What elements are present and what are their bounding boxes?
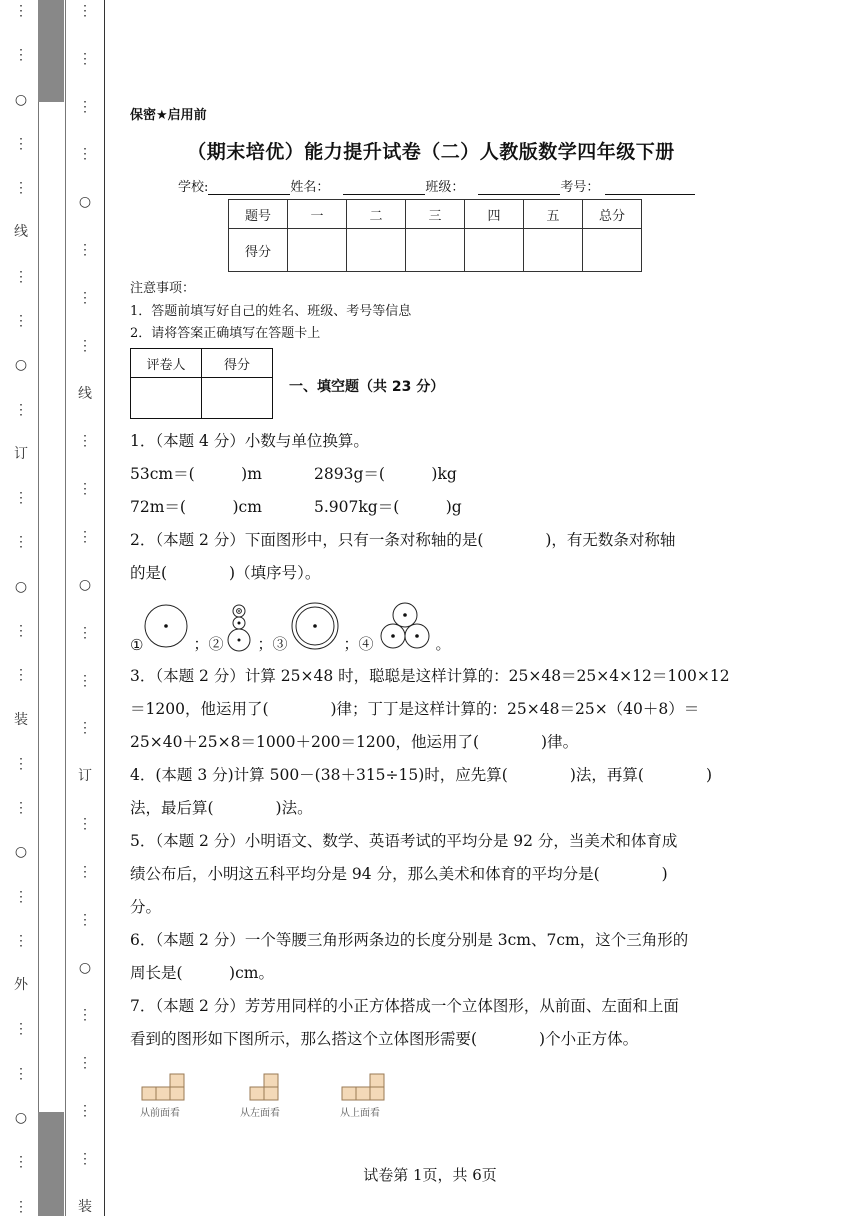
confidential-mark: 保密★启用前 [130, 108, 207, 123]
shape-label: ；④ [343, 635, 374, 653]
outer-margin-token: ⋮ [14, 755, 28, 772]
score-cell[interactable] [347, 229, 406, 272]
class-label: 班级： [425, 180, 465, 195]
question-2-line-2: 的是( )（填序号）。 [130, 564, 321, 582]
score-header: 四 [465, 200, 524, 229]
question-1: 1．（本题 4 分）小数与单位换算。 [130, 432, 369, 450]
outer-margin-token: ⋮ [14, 401, 28, 418]
front-view [140, 1072, 240, 1119]
q1-item-c: 72m＝( )cm [130, 498, 262, 516]
front-view-caption: 从前面看 [140, 1108, 180, 1119]
inner-margin-token: ⋮ [78, 863, 92, 880]
question-6-line-1: 6．（本题 2 分）一个等腰三角形两条边的长度分别是 3cm、7cm，这个三角形的 [130, 931, 689, 949]
question-7-line-2: 看到的图形如下图所示，那么搭这个立体图形需要( )个小正方体。 [130, 1030, 639, 1048]
single-circle-figure [143, 602, 193, 654]
inner-margin-token: ⋮ [78, 1150, 92, 1167]
score-table [228, 199, 642, 272]
shape-label: ① [130, 636, 144, 654]
score-row-label: 得分 [229, 229, 288, 272]
outer-margin-token: ⋮ [14, 1198, 28, 1215]
inner-margin-token: ⋮ [78, 529, 92, 546]
notes [130, 278, 732, 344]
outer-margin-token: ⋮ [14, 1021, 28, 1038]
top-view-caption: 从上面看 [340, 1108, 380, 1119]
front-view-figure [140, 1072, 188, 1102]
inner-margin-token: ⋮ [78, 481, 92, 498]
outer-margin-token: ⋮ [14, 932, 28, 949]
question-3-line-3: 25×40＋25×8＝1000＋200＝1200，他运用了( )律。 [130, 733, 579, 751]
concentric-circles-figure [287, 602, 343, 654]
three-stacked-circles-figure [223, 602, 257, 654]
inner-margin-token: ⋮ [78, 672, 92, 689]
outer-margin-token: ⋮ [14, 667, 28, 684]
three-circles-cluster-figure [374, 602, 436, 654]
inner-margin-token: 线 [78, 385, 92, 402]
binding-band [38, 0, 66, 1216]
binding-rule [104, 0, 105, 1216]
outer-margin-token: ⋮ [14, 312, 28, 329]
outer-margin-token: ○ [14, 91, 28, 108]
notes-item: 1．答题前填写好自己的姓名、班级、考号等信息 [130, 304, 412, 319]
inner-binding-line [68, 0, 102, 1214]
score-cell[interactable] [524, 229, 583, 272]
inner-margin-token: ○ [78, 576, 92, 593]
score-header: 题号 [229, 200, 288, 229]
score-cell[interactable] [288, 229, 347, 272]
score-cell[interactable] [406, 229, 465, 272]
outer-margin-token: ⋮ [14, 47, 28, 64]
question-1-row-1 [130, 458, 732, 491]
page-footer: 试卷第 1页，共 6页 [363, 1166, 497, 1184]
outer-margin-token: 线 [14, 224, 28, 241]
outer-margin-token: ⋮ [14, 534, 28, 551]
outer-margin-token: ○ [14, 844, 28, 861]
inner-margin-token: ⋮ [78, 624, 92, 641]
q1-item-d: 5.907kg＝( )g [314, 498, 462, 516]
outer-margin-token: ⋮ [14, 1065, 28, 1082]
inner-margin-token: ⋮ [78, 289, 92, 306]
notes-title: 注意事项： [130, 281, 196, 296]
inner-margin-token: ⋮ [78, 3, 92, 19]
outer-margin-token: ⋮ [14, 490, 28, 507]
left-view [240, 1072, 340, 1119]
inner-margin-token: ⋮ [78, 1007, 92, 1024]
score-header: 总分 [583, 200, 642, 229]
question-3-line-1: 3．（本题 2 分）计算 25×48 时，聪聪是这样计算的：25×48＝25×4×12＝100×12 [130, 667, 730, 685]
outer-margin-token: 外 [14, 977, 28, 994]
notes-item: 2．请将答案正确填写在答题卡上 [130, 326, 321, 341]
outer-margin-token: ⋮ [14, 180, 28, 197]
question-5-line-3: 分。 [130, 898, 162, 916]
q1-item-a: 53cm＝( )m [130, 465, 262, 483]
inner-margin-token: ⋮ [78, 50, 92, 67]
name-blank[interactable] [343, 180, 425, 195]
inner-margin-token: 装 [78, 1198, 92, 1215]
binding-band-top-block [38, 0, 64, 102]
question-5-line-1: 5．（本题 2 分）小明语文、数学、英语考试的平均分是 92 分，当美术和体育成 [130, 832, 678, 850]
inner-margin-token: ⋮ [78, 720, 92, 737]
exam-page [130, 104, 732, 1119]
inner-margin-token: ○ [78, 194, 92, 211]
question-1-row-2 [130, 491, 732, 524]
grader-score-cell[interactable] [202, 378, 273, 419]
exam-number-label: 考号： [560, 180, 600, 195]
outer-margin-token: 装 [14, 711, 28, 728]
score-header: 二 [347, 200, 406, 229]
grader-label: 评卷人 [131, 349, 202, 378]
shape-label: ；③ [257, 635, 288, 653]
student-info-line [178, 176, 732, 195]
outer-margin-token: ⋮ [14, 800, 28, 817]
outer-margin-token: ○ [14, 578, 28, 595]
inner-margin-token: 订 [78, 768, 92, 785]
outer-margin-token: ○ [14, 1110, 28, 1127]
outer-margin-token: 订 [14, 445, 28, 462]
outer-margin-token: ⋮ [14, 268, 28, 285]
inner-margin-token: ⋮ [78, 146, 92, 163]
score-header: 三 [406, 200, 465, 229]
q2-shapes [130, 594, 732, 654]
top-view [340, 1072, 440, 1119]
score-header: 五 [524, 200, 583, 229]
shape-label: ；② [193, 635, 224, 653]
inner-margin-token: ○ [78, 959, 92, 976]
inner-margin-token: ⋮ [78, 1103, 92, 1120]
class-blank[interactable] [478, 180, 560, 195]
left-view-caption: 从左面看 [240, 1108, 280, 1119]
question-6-line-2: 周长是( )cm。 [130, 964, 274, 982]
inner-margin-token: ⋮ [78, 816, 92, 833]
question-4-line-2: 法，最后算( )法。 [130, 799, 313, 817]
inner-margin-token: ⋮ [78, 433, 92, 450]
inner-margin-token: ⋮ [78, 98, 92, 115]
question-2-line-1: 2．（本题 2 分）下面图形中，只有一条对称轴的是( )，有无数条对称轴 [130, 531, 676, 549]
name-label: 姓名： [290, 180, 330, 195]
school-blank[interactable] [208, 180, 290, 195]
outer-binding-line [6, 0, 36, 1214]
grader-table [130, 348, 273, 419]
shape-label: 。 [435, 635, 451, 653]
grader-cell[interactable] [131, 378, 202, 419]
score-cell[interactable] [465, 229, 524, 272]
q1-item-b: 2893g＝( )kg [314, 465, 457, 483]
outer-margin-token: ⋮ [14, 888, 28, 905]
section-title: 一、填空题（共 23 分） [289, 378, 445, 395]
outer-margin-token: ⋮ [14, 3, 28, 19]
outer-margin-token: ⋮ [14, 135, 28, 152]
question-4-line-1: 4．(本题 3 分)计算 500－(38＋315÷15)时，应先算( )法，再算( ) [130, 766, 712, 784]
school-label: 学校: [178, 180, 209, 195]
question-5-line-2: 绩公布后，小明这五科平均分是 94 分，那么美术和体育的平均分是( ) [130, 865, 668, 883]
q7-views [140, 1072, 732, 1119]
outer-margin-token: ⋮ [14, 1154, 28, 1171]
score-cell[interactable] [583, 229, 642, 272]
left-view-figure [240, 1072, 288, 1102]
question-3-line-2: ＝1200，他运用了( )律；丁丁是这样计算的：25×48＝25×（40＋8）＝ [130, 700, 700, 718]
exam-title: （期末培优）能力提升试卷（二）人教版数学四年级下册 [187, 141, 675, 163]
grader-row [130, 348, 732, 419]
inner-margin-token: ⋮ [78, 242, 92, 259]
inner-margin-token: ⋮ [78, 337, 92, 354]
grader-score-label: 得分 [202, 349, 273, 378]
question-7-line-1: 7．（本题 2 分）芳芳用同样的小正方体搭成一个立体图形，从前面、左面和上面 [130, 997, 679, 1015]
inner-margin-token: ⋮ [78, 911, 92, 928]
outer-margin-token: ○ [14, 357, 28, 374]
exam-number-blank[interactable] [605, 180, 695, 195]
score-header: 一 [288, 200, 347, 229]
outer-margin-token: ⋮ [14, 622, 28, 639]
top-view-figure [340, 1072, 388, 1102]
inner-margin-token: ⋮ [78, 1055, 92, 1072]
